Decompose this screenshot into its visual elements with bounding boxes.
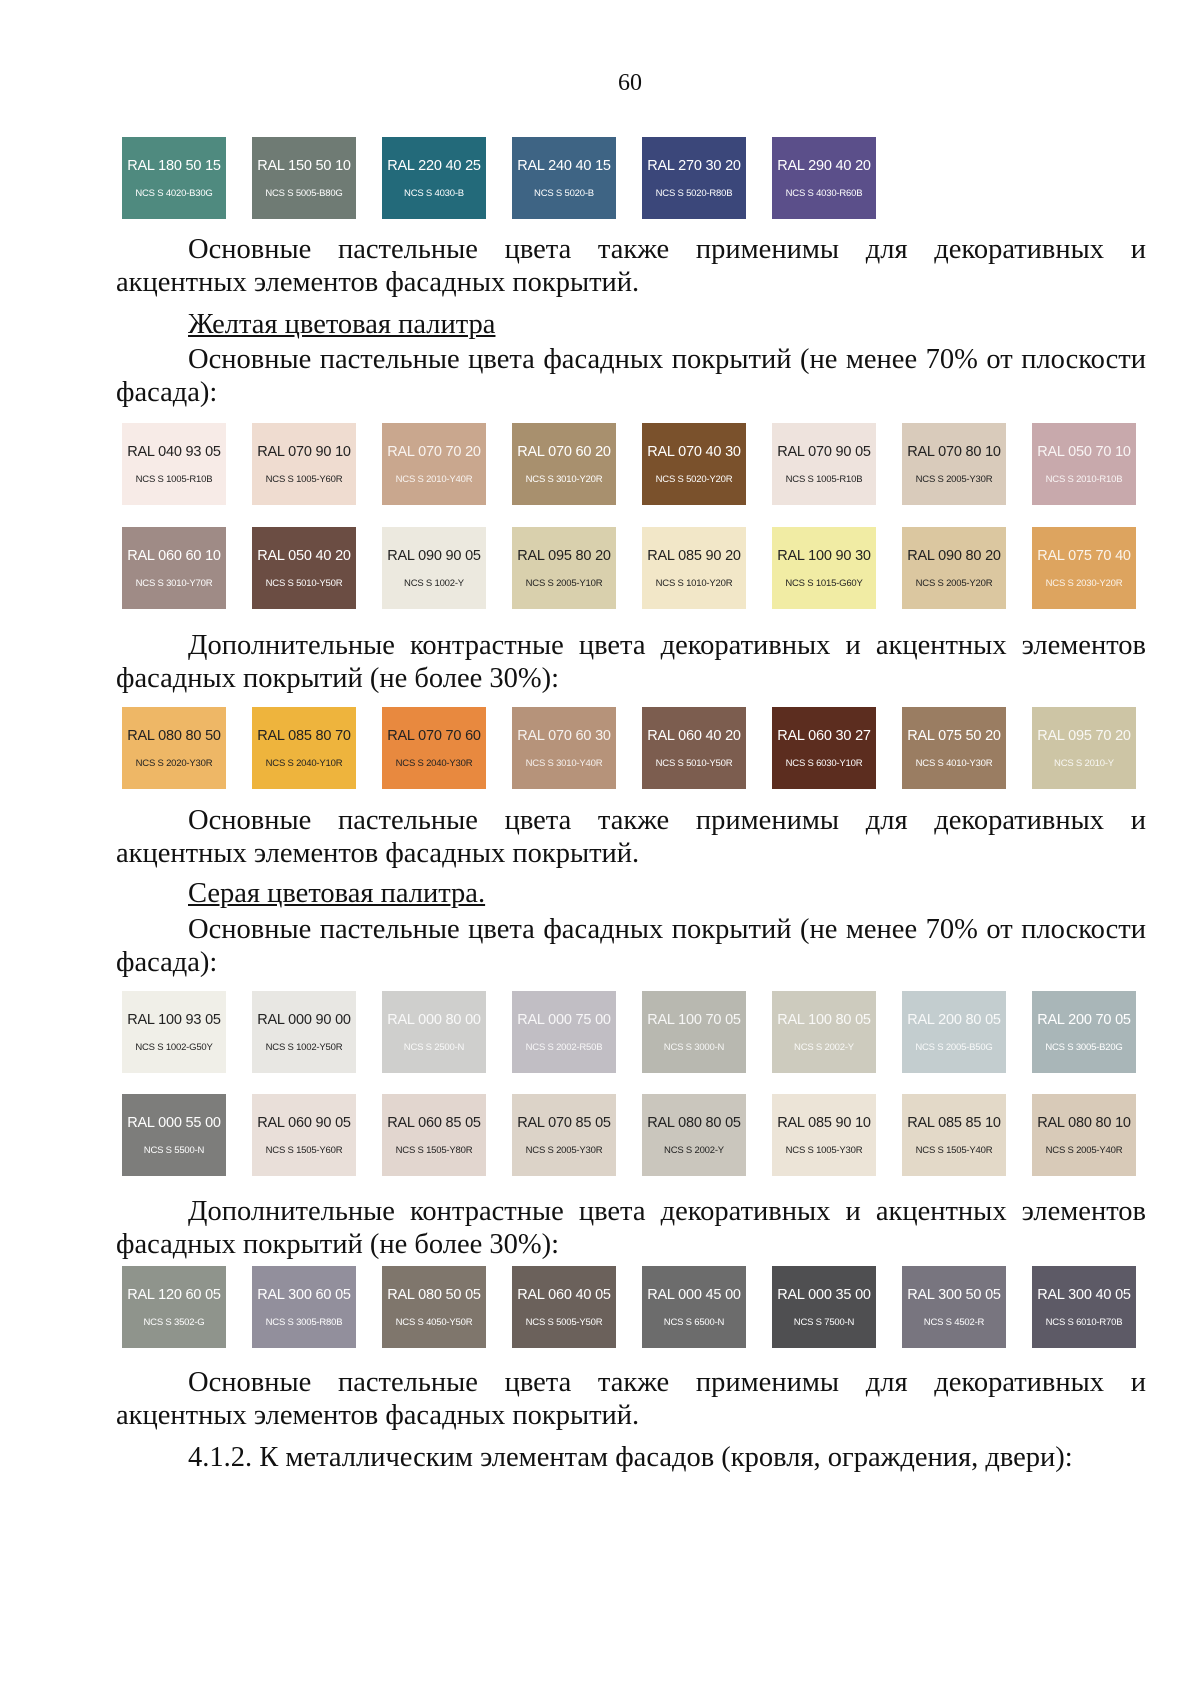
- swatch-ral-code: RAL 075 50 20: [907, 728, 1001, 744]
- swatch-ncs-code: NCS S 5005-Y50R: [525, 1317, 603, 1328]
- paragraph-1: Основные пастельные цвета также применимы для декоративных и акцентных элементов фасадных покрытий.: [116, 234, 1146, 298]
- color-swatch: [1032, 423, 1136, 505]
- color-swatch: [902, 423, 1006, 505]
- swatch-ral-code: RAL 080 80 10: [1037, 1115, 1131, 1131]
- paragraph-7: Основные пастельные цвета также применимы для декоративных и акцентных элементов фасадных покрытий.: [116, 1367, 1146, 1431]
- swatch-ncs-code: NCS S 4010-Y30R: [915, 758, 993, 769]
- paragraph-8: 4.1.2. К металлическим элементам фасадов (кровля, ограждения, двери):: [188, 1442, 1073, 1473]
- swatch-ral-code: RAL 060 40 05: [517, 1287, 611, 1303]
- swatch-ncs-code: NCS S 2040-Y10R: [265, 758, 343, 769]
- swatch-ral-code: RAL 090 90 05: [387, 548, 481, 564]
- swatch-ral-code: RAL 060 60 10: [127, 548, 221, 564]
- color-swatch: [252, 137, 356, 219]
- heading-yellow-palette: Желтая цветовая палитра: [188, 309, 496, 340]
- swatch-ncs-code: NCS S 2005-Y10R: [525, 578, 603, 589]
- swatch-ral-code: RAL 000 55 00: [127, 1115, 221, 1131]
- swatch-ncs-code: NCS S 6030-Y10R: [785, 758, 863, 769]
- swatch-ral-code: RAL 200 80 05: [907, 1012, 1001, 1028]
- color-swatch: [1032, 527, 1136, 609]
- color-swatch: [772, 1266, 876, 1348]
- page-number: 60: [618, 70, 642, 96]
- color-swatch: [642, 1094, 746, 1176]
- swatch-ral-code: RAL 200 70 05: [1037, 1012, 1131, 1028]
- swatch-ncs-code: NCS S 3010-Y20R: [525, 474, 603, 485]
- paragraph-6: Дополнительные контрастные цвета декоративных и акцентных элементов фасадных покрытий (не более 30%):: [116, 1196, 1146, 1260]
- paragraph-4: Основные пастельные цвета также применимы для декоративных и акцентных элементов фасадных покрытий.: [116, 805, 1146, 869]
- swatch-ral-code: RAL 000 90 00: [257, 1012, 351, 1028]
- swatch-ral-code: RAL 100 70 05: [647, 1012, 741, 1028]
- color-swatch: [642, 1266, 746, 1348]
- swatch-ral-code: RAL 095 80 20: [517, 548, 611, 564]
- swatch-ncs-code: NCS S 2005-Y40R: [1045, 1145, 1123, 1156]
- swatch-ncs-code: NCS S 4030-B: [404, 188, 464, 199]
- color-swatch: [642, 707, 746, 789]
- swatch-ral-code: RAL 100 93 05: [127, 1012, 221, 1028]
- color-swatch: [122, 137, 226, 219]
- swatch-ral-code: RAL 060 40 20: [647, 728, 741, 744]
- swatch-ncs-code: NCS S 2005-Y30R: [915, 474, 993, 485]
- swatch-ral-code: RAL 085 80 70: [257, 728, 351, 744]
- swatch-ral-code: RAL 070 85 05: [517, 1115, 611, 1131]
- color-swatch: [122, 991, 226, 1073]
- swatch-ral-code: RAL 060 90 05: [257, 1115, 351, 1131]
- swatch-ncs-code: NCS S 2010-R10B: [1045, 474, 1123, 485]
- swatch-ral-code: RAL 080 80 50: [127, 728, 221, 744]
- paragraph-2: Основные пастельные цвета фасадных покрытий (не менее 70% от плоскости фасада):: [116, 344, 1146, 408]
- color-swatch: [382, 1094, 486, 1176]
- swatch-ral-code: RAL 040 93 05: [127, 444, 221, 460]
- swatch-ncs-code: NCS S 3502-G: [143, 1317, 205, 1328]
- color-swatch: [512, 1094, 616, 1176]
- swatch-ral-code: RAL 060 85 05: [387, 1115, 481, 1131]
- color-swatch: [382, 423, 486, 505]
- color-swatch: [512, 707, 616, 789]
- color-swatch: [902, 991, 1006, 1073]
- color-swatch: [382, 991, 486, 1073]
- swatch-ncs-code: NCS S 1010-Y20R: [655, 578, 733, 589]
- color-swatch: [902, 1266, 1006, 1348]
- color-swatch: [1032, 1266, 1136, 1348]
- swatch-ncs-code: NCS S 5010-Y50R: [655, 758, 733, 769]
- swatch-ral-code: RAL 080 80 05: [647, 1115, 741, 1131]
- swatch-ncs-code: NCS S 1005-R10B: [785, 474, 863, 485]
- color-swatch: [772, 991, 876, 1073]
- color-swatch: [382, 707, 486, 789]
- swatch-ncs-code: NCS S 5020-Y20R: [655, 474, 733, 485]
- swatch-ncs-code: NCS S 5005-B80G: [265, 188, 343, 199]
- swatch-ral-code: RAL 060 30 27: [777, 728, 871, 744]
- swatch-ncs-code: NCS S 4050-Y50R: [395, 1317, 473, 1328]
- swatch-ncs-code: NCS S 1505-Y80R: [395, 1145, 473, 1156]
- swatch-ncs-code: NCS S 2005-Y30R: [525, 1145, 603, 1156]
- swatch-ral-code: RAL 000 45 00: [647, 1287, 741, 1303]
- swatch-ncs-code: NCS S 3005-R80B: [265, 1317, 343, 1328]
- color-swatch: [512, 991, 616, 1073]
- swatch-ral-code: RAL 150 50 10: [257, 158, 351, 174]
- swatch-ral-code: RAL 070 40 30: [647, 444, 741, 460]
- swatch-ral-code: RAL 085 85 10: [907, 1115, 1001, 1131]
- color-swatch: [122, 423, 226, 505]
- swatch-ral-code: RAL 300 40 05: [1037, 1287, 1131, 1303]
- swatch-ncs-code: NCS S 2005-Y20R: [915, 578, 993, 589]
- color-swatch: [252, 707, 356, 789]
- color-swatch: [512, 423, 616, 505]
- swatch-ral-code: RAL 050 70 10: [1037, 444, 1131, 460]
- swatch-ncs-code: NCS S 2002-R50B: [525, 1042, 603, 1053]
- color-swatch: [902, 527, 1006, 609]
- swatch-ral-code: RAL 290 40 20: [777, 158, 871, 174]
- swatch-ncs-code: NCS S 6010-R70B: [1045, 1317, 1123, 1328]
- swatch-ral-code: RAL 270 30 20: [647, 158, 741, 174]
- swatch-ral-code: RAL 180 50 15: [127, 158, 221, 174]
- swatch-ncs-code: NCS S 3000-N: [663, 1042, 725, 1053]
- swatch-ral-code: RAL 090 80 20: [907, 548, 1001, 564]
- color-swatch: [122, 1266, 226, 1348]
- color-swatch: [122, 707, 226, 789]
- color-swatch: [642, 137, 746, 219]
- color-swatch: [642, 527, 746, 609]
- paragraph-3: Дополнительные контрастные цвета декоративных и акцентных элементов фасадных покрытий (не более 30%):: [116, 630, 1146, 694]
- swatch-ncs-code: NCS S 1005-Y60R: [265, 474, 343, 485]
- color-swatch: [122, 527, 226, 609]
- swatch-ncs-code: NCS S 4502-R: [923, 1317, 985, 1328]
- swatch-ncs-code: NCS S 3005-B20G: [1045, 1042, 1123, 1053]
- swatch-ncs-code: NCS S 1002-Y50R: [265, 1042, 343, 1053]
- swatch-ncs-code: NCS S 4030-R60B: [785, 188, 863, 199]
- color-swatch: [512, 137, 616, 219]
- color-swatch: [382, 527, 486, 609]
- swatch-ncs-code: NCS S 2030-Y20R: [1045, 578, 1123, 589]
- color-swatch: [1032, 707, 1136, 789]
- color-swatch: [642, 423, 746, 505]
- swatch-ncs-code: NCS S 2002-Y: [664, 1145, 724, 1156]
- swatch-ral-code: RAL 100 90 30: [777, 548, 871, 564]
- swatch-ncs-code: NCS S 7500-N: [793, 1317, 855, 1328]
- color-swatch: [252, 1266, 356, 1348]
- heading-grey-palette: Серая цветовая палитра.: [188, 878, 486, 909]
- swatch-ncs-code: NCS S 3010-Y70R: [135, 578, 213, 589]
- color-swatch: [772, 527, 876, 609]
- swatch-ncs-code: NCS S 5010-Y50R: [265, 578, 343, 589]
- swatch-ncs-code: NCS S 1005-Y30R: [785, 1145, 863, 1156]
- swatch-ral-code: RAL 000 35 00: [777, 1287, 871, 1303]
- swatch-ncs-code: NCS S 5020-B: [534, 188, 594, 199]
- swatch-ral-code: RAL 070 60 30: [517, 728, 611, 744]
- swatch-ncs-code: NCS S 1505-Y40R: [915, 1145, 993, 1156]
- swatch-ral-code: RAL 120 60 05: [127, 1287, 221, 1303]
- color-swatch: [772, 707, 876, 789]
- swatch-ral-code: RAL 300 60 05: [257, 1287, 351, 1303]
- swatch-ncs-code: NCS S 2040-Y30R: [395, 758, 473, 769]
- swatch-ncs-code: NCS S 2500-N: [403, 1042, 465, 1053]
- color-swatch: [642, 991, 746, 1073]
- swatch-ncs-code: NCS S 1002-Y: [404, 578, 464, 589]
- swatch-ncs-code: NCS S 1005-R10B: [135, 474, 213, 485]
- color-swatch: [252, 527, 356, 609]
- color-swatch: [122, 1094, 226, 1176]
- color-swatch: [512, 527, 616, 609]
- color-swatch: [772, 137, 876, 219]
- color-swatch: [252, 1094, 356, 1176]
- swatch-ral-code: RAL 070 60 20: [517, 444, 611, 460]
- color-swatch: [512, 1266, 616, 1348]
- swatch-ral-code: RAL 000 80 00: [387, 1012, 481, 1028]
- color-swatch: [382, 1266, 486, 1348]
- swatch-ncs-code: NCS S 2002-Y: [794, 1042, 854, 1053]
- swatch-ncs-code: NCS S 2005-B50G: [915, 1042, 993, 1053]
- swatch-ral-code: RAL 095 70 20: [1037, 728, 1131, 744]
- swatch-ncs-code: NCS S 2020-Y30R: [135, 758, 213, 769]
- swatch-ral-code: RAL 070 90 10: [257, 444, 351, 460]
- swatch-ral-code: RAL 070 70 20: [387, 444, 481, 460]
- swatch-ncs-code: NCS S 2010-Y40R: [395, 474, 473, 485]
- paragraph-5: Основные пастельные цвета фасадных покрытий (не менее 70% от плоскости фасада):: [116, 914, 1146, 978]
- swatch-ral-code: RAL 300 50 05: [907, 1287, 1001, 1303]
- swatch-ncs-code: NCS S 2010-Y: [1054, 758, 1114, 769]
- color-swatch: [382, 137, 486, 219]
- swatch-ncs-code: NCS S 4020-B30G: [135, 188, 213, 199]
- color-swatch: [1032, 991, 1136, 1073]
- swatch-ral-code: RAL 085 90 10: [777, 1115, 871, 1131]
- swatch-ral-code: RAL 070 90 05: [777, 444, 871, 460]
- swatch-ral-code: RAL 070 70 60: [387, 728, 481, 744]
- color-swatch: [902, 1094, 1006, 1176]
- color-swatch: [772, 423, 876, 505]
- color-swatch: [252, 423, 356, 505]
- swatch-ncs-code: NCS S 3010-Y40R: [525, 758, 603, 769]
- swatch-ncs-code: NCS S 1015-G60Y: [785, 578, 863, 589]
- swatch-ral-code: RAL 100 80 05: [777, 1012, 871, 1028]
- swatch-ncs-code: NCS S 1002-G50Y: [135, 1042, 213, 1053]
- color-swatch: [1032, 1094, 1136, 1176]
- swatch-ral-code: RAL 000 75 00: [517, 1012, 611, 1028]
- swatch-ncs-code: NCS S 5500-N: [143, 1145, 205, 1156]
- swatch-ral-code: RAL 075 70 40: [1037, 548, 1131, 564]
- swatch-ral-code: RAL 240 40 15: [517, 158, 611, 174]
- color-swatch: [772, 1094, 876, 1176]
- swatch-ncs-code: NCS S 6500-N: [663, 1317, 725, 1328]
- swatch-ral-code: RAL 080 50 05: [387, 1287, 481, 1303]
- color-swatch: [252, 991, 356, 1073]
- swatch-ncs-code: NCS S 5020-R80B: [655, 188, 733, 199]
- swatch-ral-code: RAL 070 80 10: [907, 444, 1001, 460]
- swatch-ral-code: RAL 085 90 20: [647, 548, 741, 564]
- swatch-ral-code: RAL 220 40 25: [387, 158, 481, 174]
- swatch-ncs-code: NCS S 1505-Y60R: [265, 1145, 343, 1156]
- color-swatch: [902, 707, 1006, 789]
- swatch-ral-code: RAL 050 40 20: [257, 548, 351, 564]
